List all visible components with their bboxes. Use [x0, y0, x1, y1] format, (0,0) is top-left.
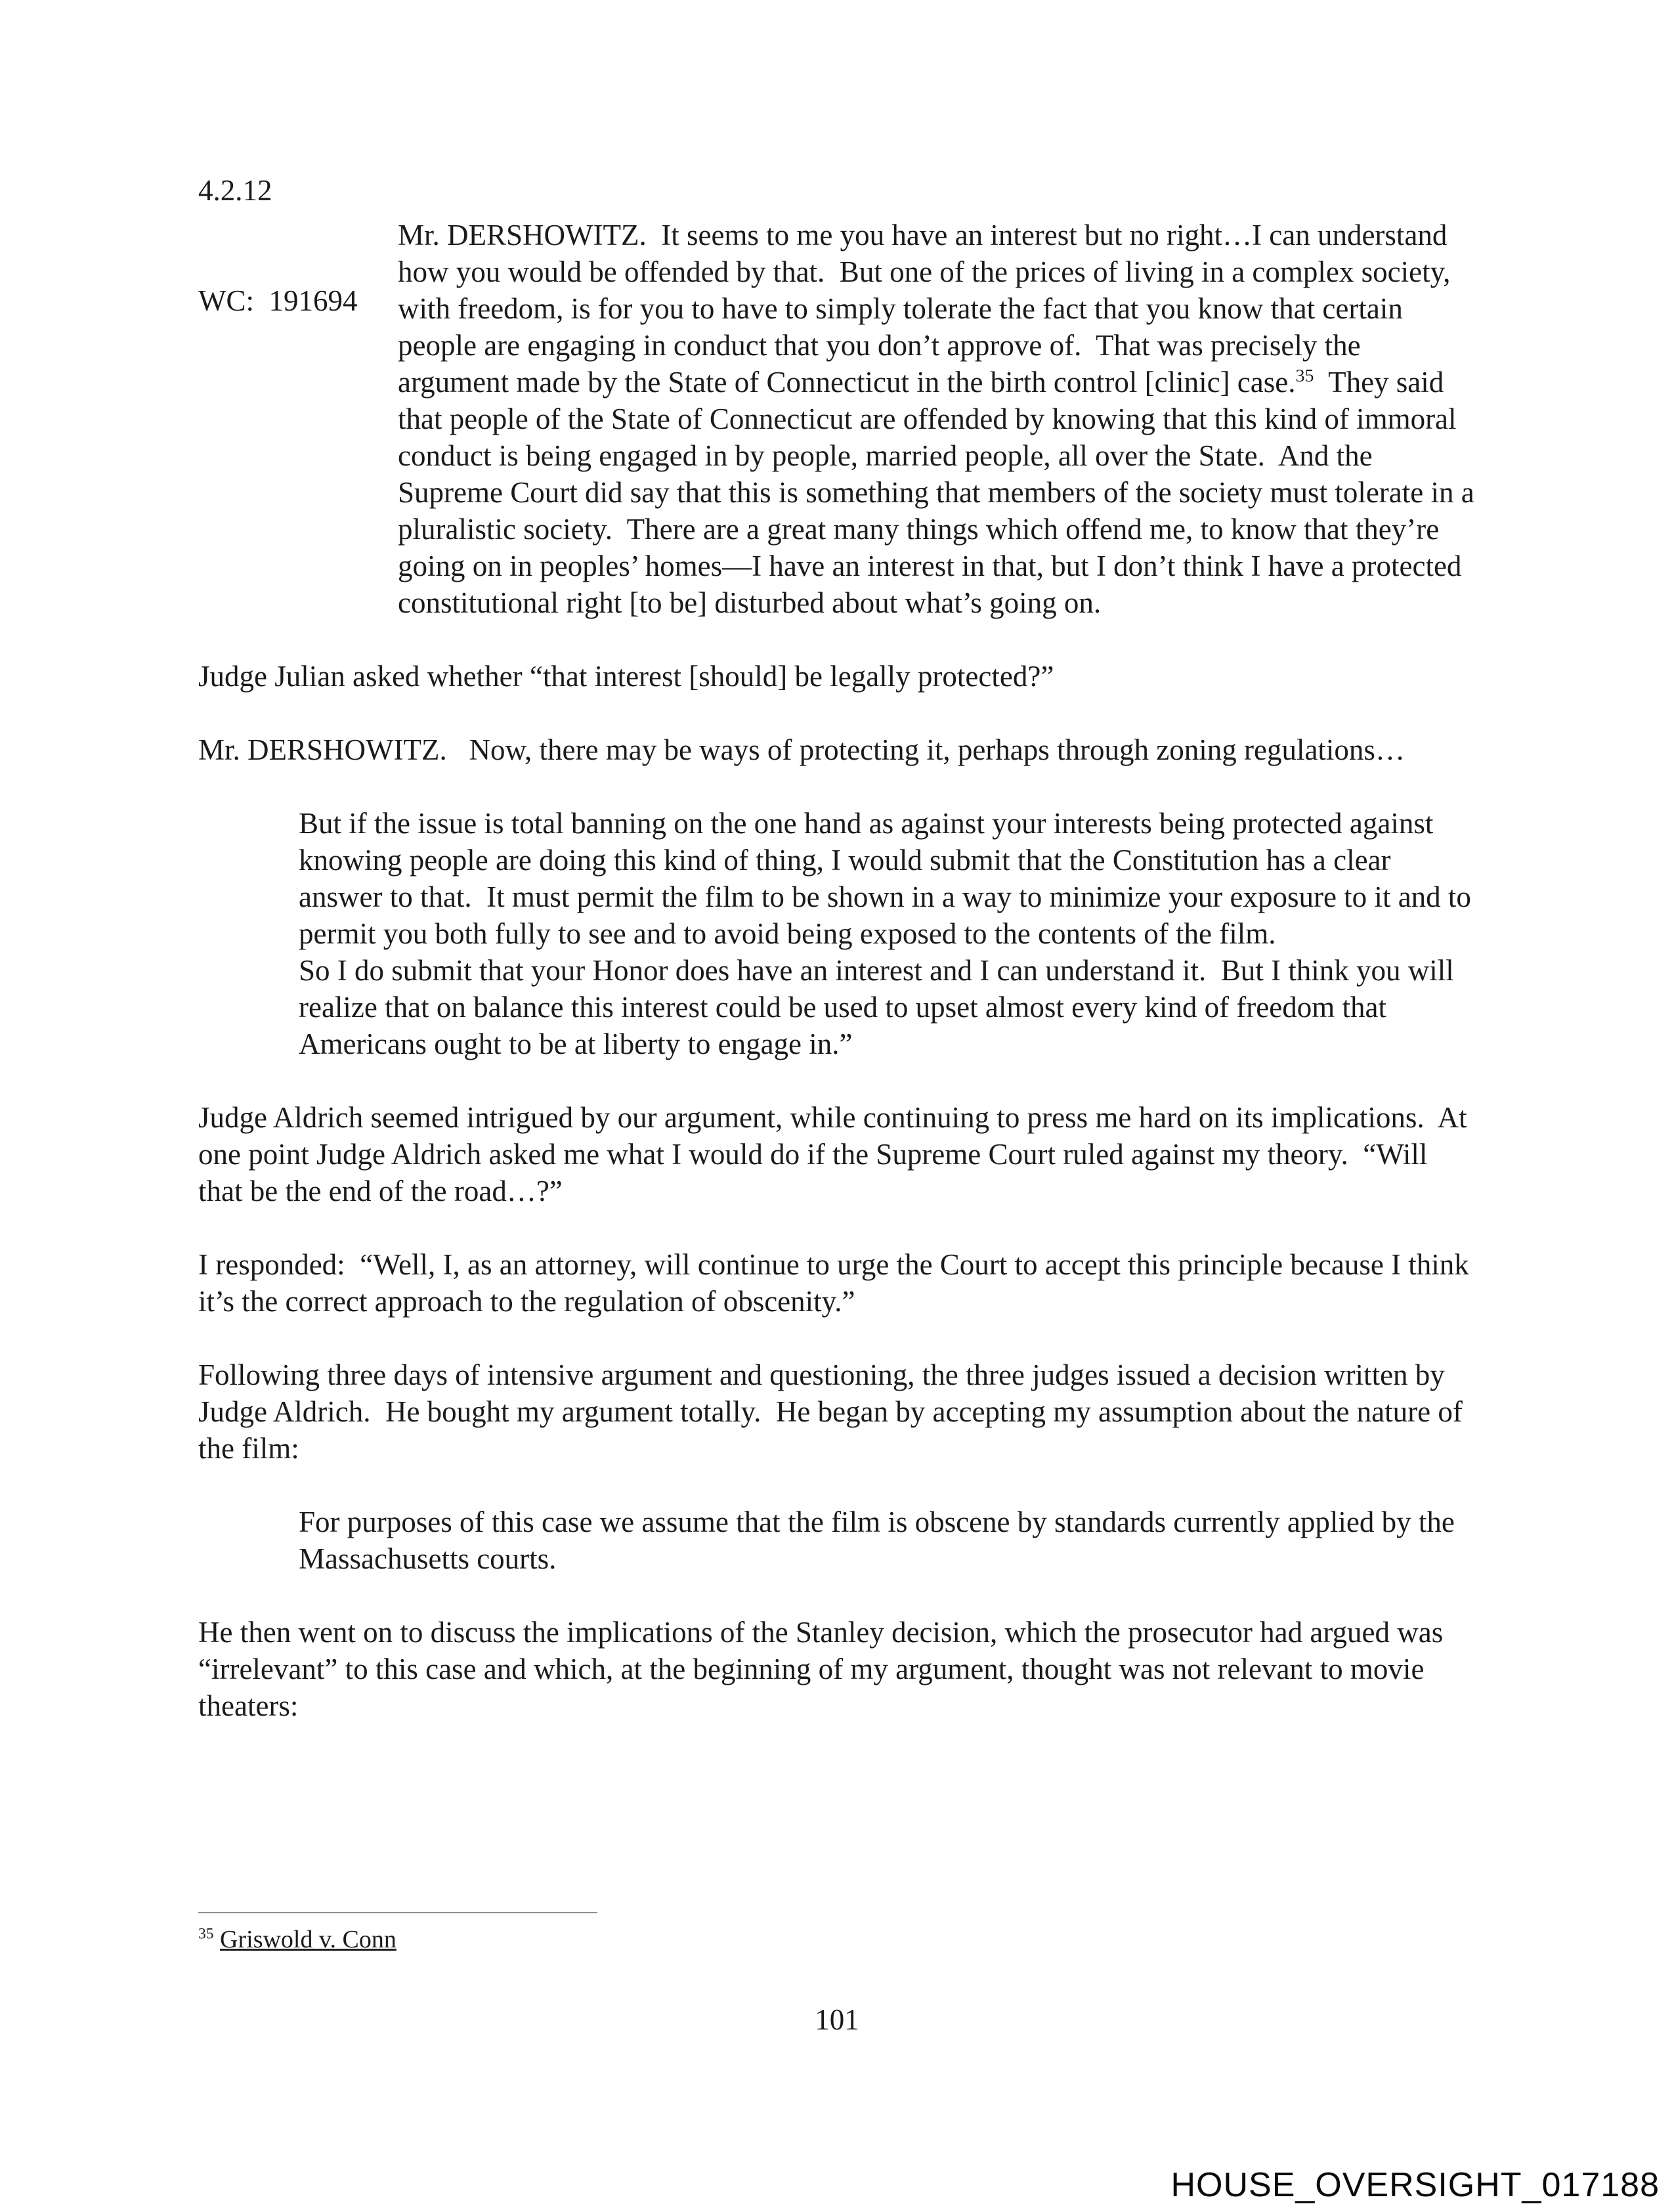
- blockquote-dershowitz-2-part1: But if the issue is total banning on the one hand as against your interests being protected against knowing people are doing this kind of thing, I would submit that the Constitution has a clear answer to that. It must permit the film to be shown in a way to minimize your exposure to it and to permit you both fully to see and to avoid being exposed to the contents of the film.: [299, 807, 1479, 950]
- page-number: 101: [815, 2003, 859, 2036]
- blockquote-court-decision: For purposes of this case we assume that the film is obscene by standards currently applied by the Massachusetts courts.: [299, 1506, 1463, 1575]
- footnote-area: [198, 1912, 1475, 1955]
- header-word-count: WC: 191694: [198, 284, 358, 317]
- footnote: [198, 1924, 1475, 1955]
- paragraph-dershowitz-2: Mr. DERSHOWITZ. Now, there may be ways of protecting it, perhaps through zoning regulations…: [198, 733, 1405, 766]
- blockquote-dershowitz-2-part2: So I do submit that your Honor does have an interest and I can understand it. But I think you will realize that on balance this interest could be used to upset almost every kind of freedom that Americans ought to be at liberty to engage in.”: [299, 954, 1461, 1060]
- blockquote-dershowitz-1: [398, 217, 1482, 621]
- paragraph-following-three-days: Following three days of intensive argument and questioning, the three judges issued a decision written by Judge Aldrich. He bought my argument totally. He began by accepting my assumption about the nature of the film:: [198, 1358, 1470, 1465]
- paragraph-judge-aldrich: Judge Aldrich seemed intrigued by our argument, while continuing to press me hard on its implications. At one point Judge Aldrich asked me what I would do if the Supreme Court ruled against my theory. “Will that be the end of the road…?”: [198, 1101, 1474, 1207]
- footnote-reference-35: 35: [1295, 366, 1314, 386]
- footnote-citation: Griswold v. Conn: [220, 1926, 397, 1953]
- quote1-text-before-ref: Mr. DERSHOWITZ. It seems to me you have an interest but no right…I can understand how you would be offended by that. But one of the prices of living in a complex society, with freedom, is for you to have to simply tolerate the fact that you know that certain people are engaging in conduct that you don’t approve of. That was precisely the argument made by the State of Connecticut in the birth control [clinic] case.: [398, 219, 1458, 399]
- footnote-marker: 35: [198, 1925, 214, 1943]
- document-body: [198, 217, 1482, 1761]
- paragraph-i-responded: I responded: “Well, I, as an attorney, will continue to urge the Court to accept this principle because I think it’s the correct approach to the regulation of obscenity.”: [198, 1248, 1477, 1318]
- watermark-bates-number: HOUSE_OVERSIGHT_017188: [1170, 2166, 1660, 2204]
- paragraph-judge-julian: Judge Julian asked whether “that interest [should] be legally protected?”: [198, 660, 1054, 693]
- paragraph-stanley-decision: He then went on to discuss the implications of the Stanley decision, which the prosecutor had argued was “irrelevant” to this case and which, at the beginning of my argument, thought was not relevant to movie theaters:: [198, 1616, 1451, 1722]
- header-date: 4.2.12: [198, 174, 272, 207]
- quote1-text-after-ref: They said that people of the State of Connecticut are offended by knowing that this kind of immoral conduct is being engaged in by people, married people, all over the State. And the Supreme Court did say that this is something that members of the society must tolerate in a pluralistic society. There are a great many things which offend me, to know that they’re going on in peoples’ homes—I have an interest in that, but I don’t think I have a protected constitutional right [to be] disturbed about what’s going on.: [398, 366, 1482, 619]
- footnote-separator: [198, 1912, 597, 1913]
